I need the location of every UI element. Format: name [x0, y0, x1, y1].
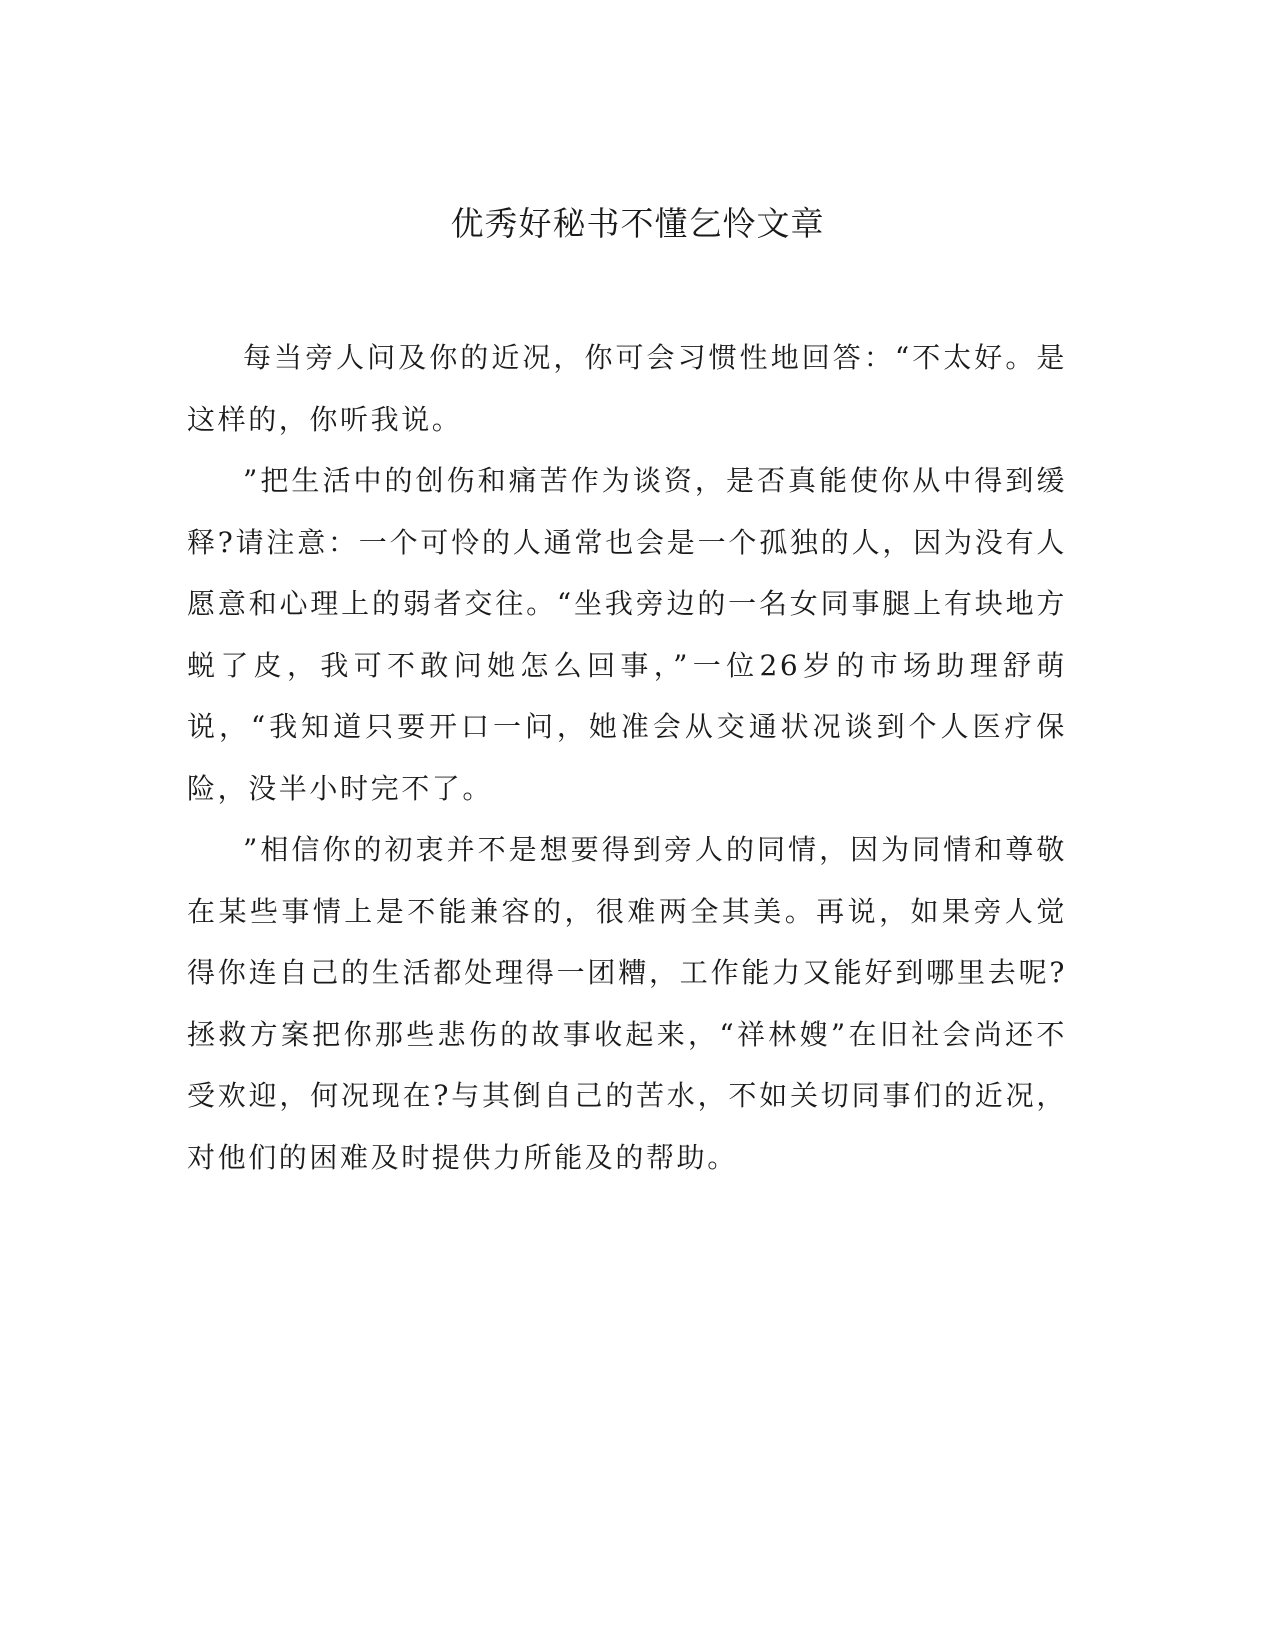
paragraph-2: ”把生活中的创伤和痛苦作为谈资，是否真能使你从中得到缓释?请注意：一个可怜的人通常也会是一个孤独的人，因为没有人愿意和心理上的弱者交往。“坐我旁边的一名女同事腿上有块地方蜕了皮，我可不敢问她怎么回事，”一位26岁的市场助理舒萌说，“我知道只要开口一问，她准会从交通状况谈到个人医疗保险，没半小时完不了。	[187, 464, 1067, 805]
paragraph-1: 每当旁人问及你的近况，你可会习惯性地回答：“不太好。是这样的，你听我说。	[187, 341, 1067, 436]
document-title: 优秀好秘书不懂乞怜文章	[450, 204, 825, 243]
document-body	[187, 327, 1067, 1188]
paragraph-3: ”相信你的初衷并不是想要得到旁人的同情，因为同情和尊敬在某些事情上是不能兼容的，很难两全其美。再说，如果旁人觉得你连自己的生活都处理得一团糟，工作能力又能好到哪里去呢?拯救方案把你那些悲伤的故事收起来，“祥林嫂”在旧社会尚还不受欢迎，何况现在?与其倒自己的苦水，不如关切同事们的近况，对他们的困难及时提供力所能及的帮助。	[187, 833, 1067, 1174]
